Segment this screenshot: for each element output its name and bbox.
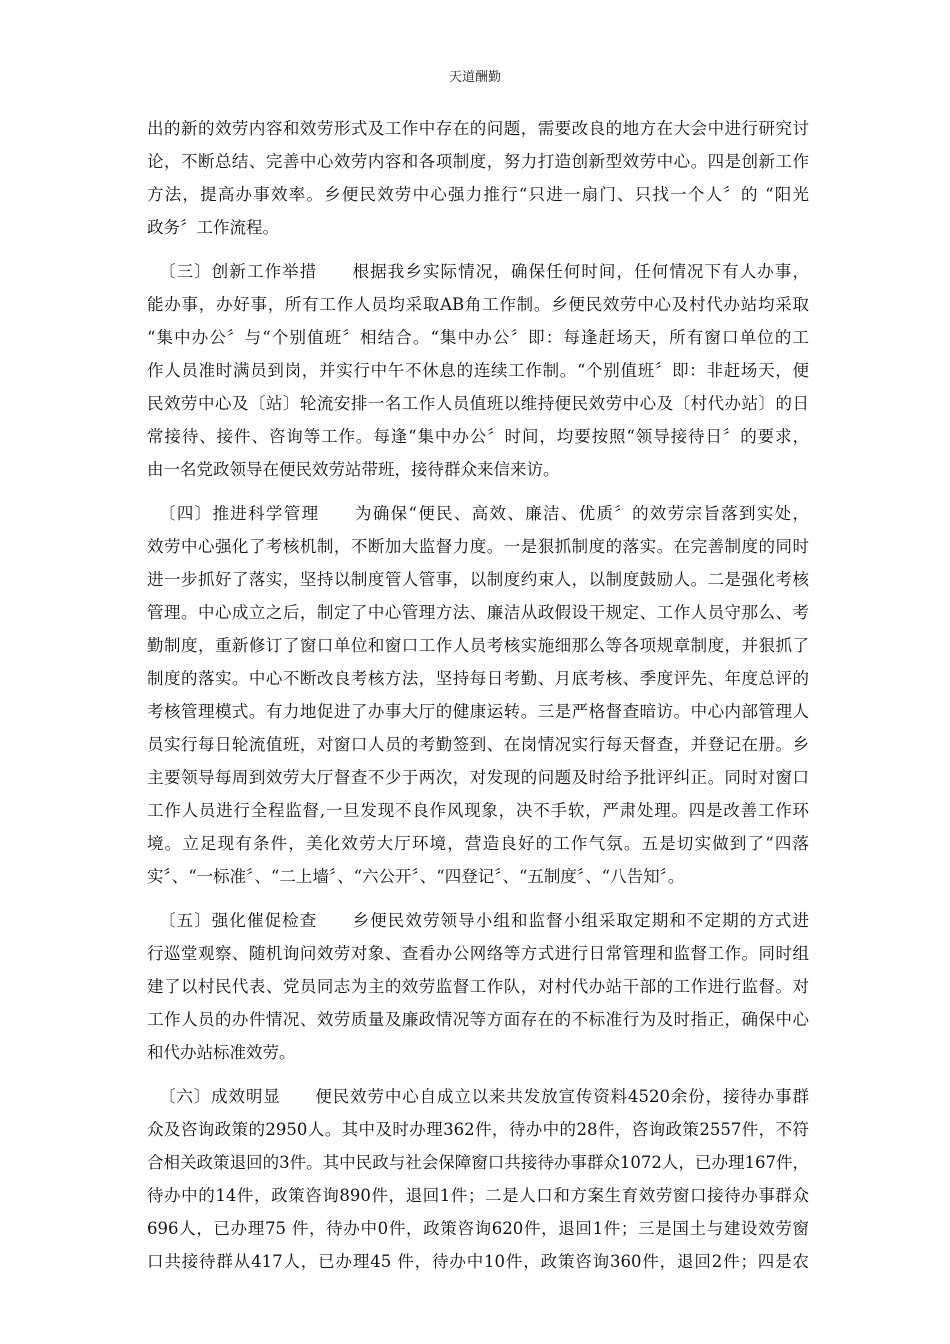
text-line: 众及咨询政策的2950人。其中及时办理362件，待办中的28件，咨询政策2557件，不符 <box>147 1120 809 1139</box>
text-line: 行巡堂观察、随机询问效劳对象、查看办公网络等方式进行日常管理和监督工作。同时组 <box>147 944 809 963</box>
text-line: 待办中的14件，政策咨询890件，退回1件；二是人口和方案生育效劳窗口接待办事群众 <box>147 1186 809 1205</box>
text-line: 效劳中心强化了考核机制，不断加大监督力度。一是狠抓制度的落实。在完善制度的同时 <box>147 537 809 556</box>
text-line: 论，不断总结、完善中心效劳内容和各项制度，努力打造创新型效劳中心。四是创新工作 <box>147 152 809 171</box>
text-line: 出的新的效劳内容和效劳形式及工作中存在的问题，需要改良的地方在大会中进行研究讨 <box>147 119 809 138</box>
paragraph <box>147 112 809 244</box>
text-line: 和代办站标准效劳。 <box>147 1043 296 1062</box>
text-line: 进一步抓好了落实，坚持以制度管人管事，以制度约束人，以制度鼓励人。二是强化考核 <box>147 570 809 589</box>
text-line: 主要领导每周到效劳大厅督查不少于两次，对发现的问题及时给予批评纠正。同时对窗口 <box>147 768 809 787</box>
text-line: 〔六〕成效明显 便民效劳中心自成立以来共发放宣传资料4520余份，接待办事群 <box>159 1087 809 1106</box>
text-line: 口共接待群从417人，已办理45 件，待办中10件，政策咨询360件，退回2件；四是农 <box>147 1252 809 1271</box>
text-line: 实〞、“一标准〞、“二上墙〞、“六公开〞、“四登记〞、“五制度〞、“八告知〞。 <box>147 867 685 886</box>
text-line: 民效劳中心及〔站〕轮流安排一名工作人员值班以维持便民效劳中心及〔村代办站〕的日 <box>147 394 809 413</box>
text-line: 〔四〕推进科学管理 为确保“便民、高效、廉洁、优质〞的效劳宗旨落到实处， <box>159 504 809 523</box>
document-body <box>147 112 809 1289</box>
text-line: 制度的落实。中心不断改良考核方法，坚持每日考勤、月底考核、季度评先、年度总评的 <box>147 669 809 688</box>
paragraph <box>147 904 809 1069</box>
text-line: 勤制度，重新修订了窗口单位和窗口工作人员考核实施细那么等各项规章制度，并狠抓了 <box>147 636 809 655</box>
text-line: 工作人员进行全程监督,一旦发现不良作风现象，决不手软，严肃处理。四是改善工作环 <box>147 801 809 820</box>
paragraph <box>147 497 809 893</box>
paragraph <box>147 1080 809 1278</box>
text-line: 境。立足现有条件，美化效劳大厅环境，营造良好的工作气氛。五是切实做到了“四落 <box>147 834 809 853</box>
text-line: 作人员准时满员到岗，并实行中午不休息的连续工作制。“个别值班〞即：非赶场天，便 <box>147 361 809 380</box>
text-line: 员实行每日轮流值班，对窗口人员的考勤签到、在岗情况实行每天督查，并登记在册。乡 <box>147 735 809 754</box>
text-line: 〔五〕强化催促检查 乡便民效劳领导小组和监督小组采取定期和不定期的方式进 <box>159 911 809 930</box>
text-line: 政务〞工作流程。 <box>147 218 279 237</box>
text-line: 常接待、接件、咨询等工作。每逢“集中办公〞时间，均要按照“领导接待日〞的要求， <box>147 427 809 446</box>
text-line: 管理。中心成立之后，制定了中心管理方法、廉洁从政假设干规定、工作人员守那么、考 <box>147 603 809 622</box>
text-line: 建了以村民代表、党员同志为主的效劳监督工作队，对村代办站干部的工作进行监督。对 <box>147 977 809 996</box>
text-line: “集中办公〞与“个别值班〞相结合。“集中办公〞即：每逢赶场天，所有窗口单位的工 <box>147 328 809 347</box>
text-line: 考核管理模式。有力地促进了办事大厅的健康运转。三是严格督查暗访。中心内部管理人 <box>147 702 809 721</box>
text-line: 〔三〕创新工作举措 根据我乡实际情况，确保任何时间，任何情况下有人办事， <box>159 262 809 281</box>
paragraph <box>147 255 809 486</box>
text-line: 工作人员的办件情况、效劳质量及廉政情况等方面存在的不标准行为及时指正，确保中心 <box>147 1010 809 1029</box>
page-header: 天道酬勤 <box>448 70 501 85</box>
text-line: 696人，已办理75 件，待办中0件，政策咨询620件，退回1件；三是国土与建设效劳窗 <box>147 1219 809 1238</box>
text-line: 由一名党政领导在便民效劳站带班，接待群众来信来访。 <box>147 460 560 479</box>
text-line: 方法，提高办事效率。乡便民效劳中心强力推行“只进一扇门、只找一个人〞的 “阳光 <box>147 185 809 204</box>
text-line: 合相关政策退回的3件。其中民政与社会保障窗口共接待办事群众1072人，已办理167件， <box>147 1153 809 1172</box>
text-line: 能办事，办好事，所有工作人员均采取AB角工作制。乡便民效劳中心及村代办站均采取 <box>147 295 809 314</box>
